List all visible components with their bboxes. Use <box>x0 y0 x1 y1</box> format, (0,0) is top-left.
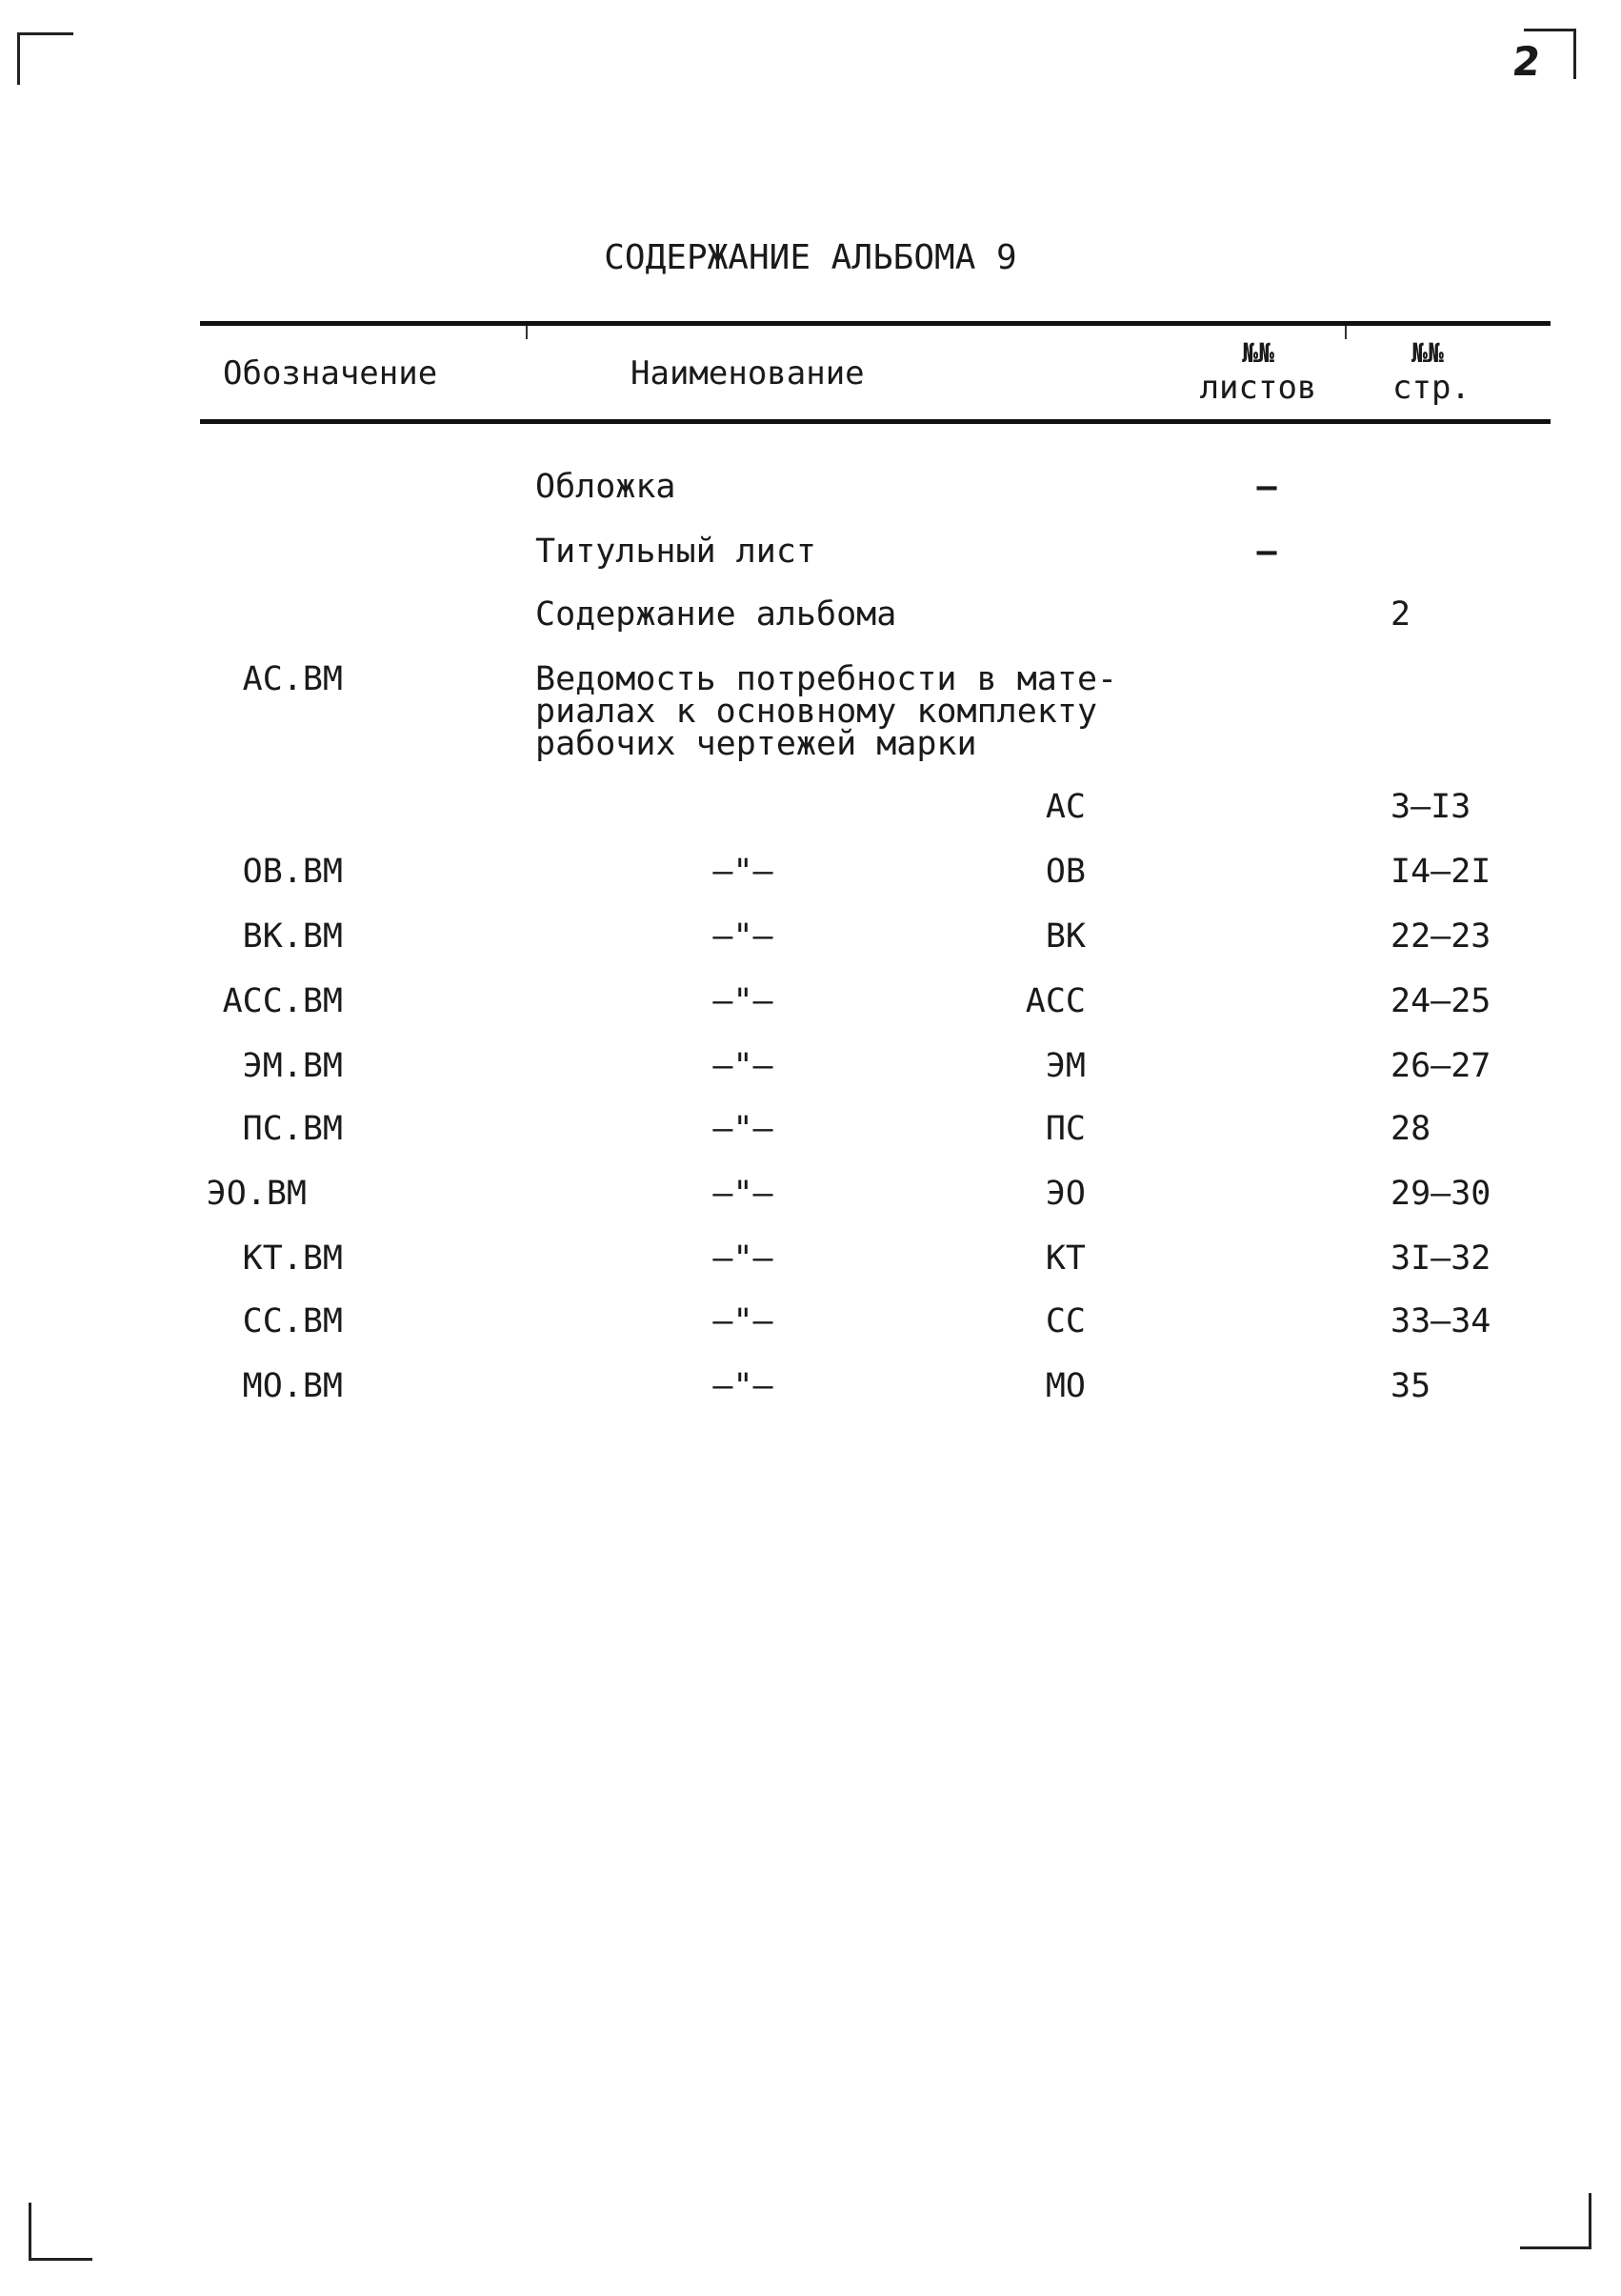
row-ditto: –"– <box>712 853 773 891</box>
row-mark: АСС <box>1025 982 1086 1020</box>
header-name: Наименование <box>630 354 865 393</box>
page-number: 2 <box>1510 38 1543 85</box>
row-pages: 3I–32 <box>1391 1239 1491 1278</box>
row-ditto: –"– <box>712 917 773 956</box>
row-sheets: – <box>1256 468 1277 506</box>
row-ditto: –"– <box>712 1302 773 1340</box>
row-ditto: –"– <box>712 1367 773 1405</box>
row-pages: 28 <box>1391 1110 1431 1148</box>
header-pages-line2: стр. <box>1392 369 1471 407</box>
row-pages: 33–34 <box>1391 1302 1491 1340</box>
row-mark: СС <box>1045 1302 1086 1340</box>
column-tick <box>1345 326 1347 339</box>
row-name-line: риалах к основному комплекту <box>535 693 1098 731</box>
row-pages: 29–30 <box>1391 1175 1491 1213</box>
row-pages: 24–25 <box>1391 982 1491 1020</box>
row-mark: ВК <box>1045 917 1086 956</box>
row-pages: I4–2I <box>1391 853 1491 891</box>
row-designation: ОВ.ВМ <box>242 853 343 891</box>
page-title: СОДЕРЖАНИЕ АЛЬБОМА 9 <box>604 238 1017 277</box>
row-pages: 3–I3 <box>1391 788 1471 826</box>
row-mark: МО <box>1045 1367 1086 1405</box>
row-designation: АСС.ВМ <box>222 982 343 1020</box>
row-ditto: –"– <box>712 1110 773 1148</box>
row-pages: 22–23 <box>1391 917 1491 956</box>
row-mark: ЭО <box>1045 1175 1086 1213</box>
row-name: Содержание альбома <box>535 595 897 634</box>
row-mark: КТ <box>1045 1239 1086 1278</box>
row-designation: МО.ВМ <box>242 1367 343 1405</box>
table-header-rule <box>200 419 1551 424</box>
row-designation: ЭО.ВМ <box>206 1175 307 1213</box>
header-pages <box>1392 337 1488 407</box>
row-name-line: Ведомость потребности в мате- <box>535 660 1118 698</box>
row-pages: 2 <box>1391 595 1411 634</box>
corner-mark-bottom-left <box>29 2203 92 2261</box>
row-designation: КТ.ВМ <box>242 1239 343 1278</box>
table-top-rule <box>200 321 1551 326</box>
row-ditto: –"– <box>712 1047 773 1085</box>
corner-mark-bottom-right <box>1520 2193 1591 2249</box>
row-name: Титульный лист <box>535 533 817 571</box>
header-sheets-line2: листов <box>1199 369 1317 407</box>
row-designation: ВК.ВМ <box>242 917 343 956</box>
row-name-line: рабочих чертежей марки <box>535 725 977 763</box>
header-designation: Обозначение <box>223 354 438 393</box>
row-ditto: –"– <box>712 1239 773 1278</box>
row-sheets: – <box>1256 533 1277 571</box>
row-designation: ПС.ВМ <box>242 1110 343 1148</box>
row-mark: ПС <box>1045 1110 1086 1148</box>
row-ditto: –"– <box>712 982 773 1020</box>
row-designation: ЭМ.ВМ <box>242 1047 343 1085</box>
column-tick <box>526 326 528 339</box>
row-mark: ЭМ <box>1045 1047 1086 1085</box>
row-mark: ОВ <box>1045 853 1086 891</box>
row-name: Обложка <box>535 468 676 506</box>
row-name <box>535 660 1126 763</box>
header-sheets <box>1196 337 1320 407</box>
row-designation: СС.ВМ <box>242 1302 343 1340</box>
corner-mark-top-left <box>17 32 73 85</box>
row-pages: 35 <box>1391 1367 1431 1405</box>
row-ditto: –"– <box>712 1175 773 1213</box>
header-sheets-line1: №№ <box>1242 337 1274 369</box>
header-pages-line1: №№ <box>1411 337 1444 369</box>
row-mark: АС <box>1045 788 1086 826</box>
row-designation: АС.ВМ <box>242 660 343 698</box>
row-pages: 26–27 <box>1391 1047 1491 1085</box>
